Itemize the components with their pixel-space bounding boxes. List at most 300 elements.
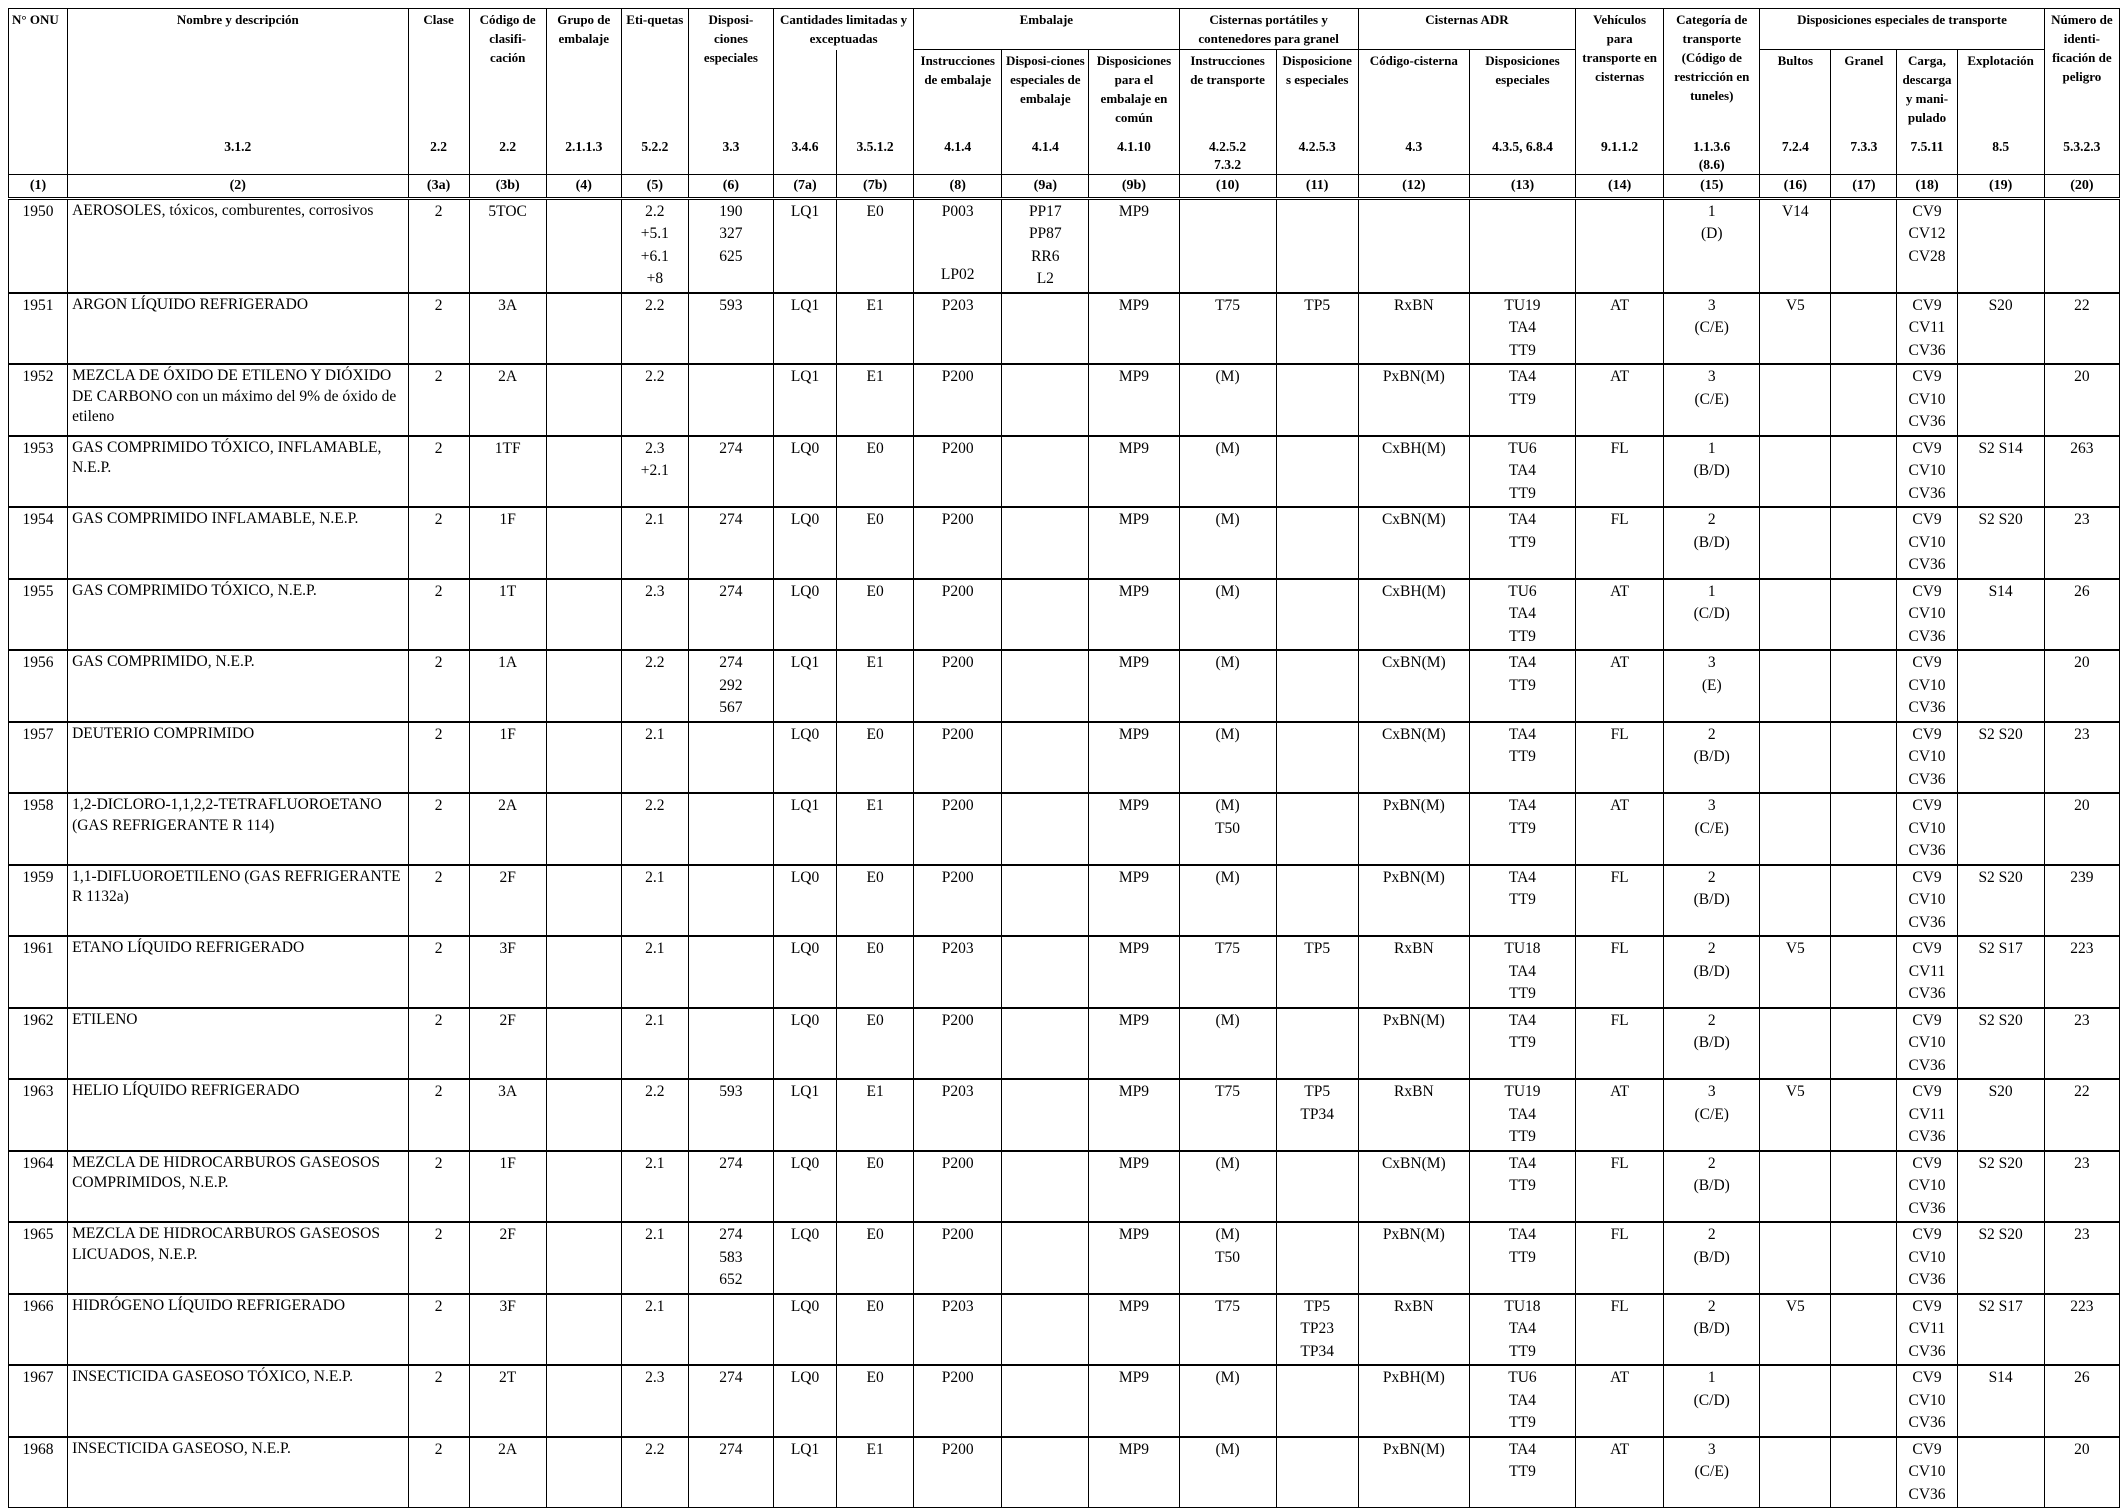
cell-un-number <box>9 722 68 794</box>
ref-c16: 7.2.4 <box>1760 128 1831 174</box>
cell-tank-special-provisions <box>1469 722 1575 794</box>
un-number-text: 1955 <box>22 582 54 600</box>
cell-special-provisions <box>688 722 773 794</box>
hazard-id-number-text: 223 <box>2070 940 2094 957</box>
operation-provision-text: S2 S20 <box>1978 868 2023 886</box>
cell-classification-code <box>469 793 546 865</box>
cell-operation-provision <box>1957 507 2044 579</box>
ref-c13: 4.3.5, 6.8.4 <box>1469 128 1575 174</box>
class-text: 2 <box>434 1297 443 1315</box>
cell-limited-quantity <box>773 1222 836 1294</box>
cell-classification-code <box>469 1151 546 1223</box>
cell-transport-category <box>1664 650 1760 722</box>
cell-packing-instructions <box>914 1222 1002 1294</box>
limited-quantity-text: LQ0 <box>790 439 820 457</box>
cell-mixed-packing <box>1089 579 1179 651</box>
cell-hazard-id-number <box>2044 1437 2119 1508</box>
limited-quantity-text: LQ1 <box>790 1083 820 1100</box>
excepted-quantity-text: E0 <box>866 1011 884 1029</box>
cell-portable-tank-provisions <box>1276 1008 1358 1080</box>
cell-limited-quantity <box>773 436 836 508</box>
cell-hazard-id-number <box>2044 1079 2119 1151</box>
cell-limited-quantity <box>773 722 836 794</box>
table-row <box>9 650 2120 722</box>
colnum-18: (18) <box>1897 174 1957 198</box>
class-text: 2 <box>434 725 443 743</box>
transport-category-text: 1 (D) <box>1700 202 1723 242</box>
cell-special-packing-provisions <box>1002 936 1089 1008</box>
cell-hazard-id-number <box>2044 722 2119 794</box>
limited-quantity-text: LQ1 <box>790 654 820 671</box>
labels-text: 2.1 <box>645 511 665 528</box>
tank-vehicle-text: AT <box>1610 296 1630 314</box>
labels-text: 2.2 <box>645 654 665 671</box>
cell-classification-code <box>469 865 546 937</box>
special-provisions-text: 274 <box>719 582 743 600</box>
tank-special-provisions-text: TA4 TT9 <box>1508 1226 1537 1266</box>
cell-labels <box>621 936 688 1008</box>
loading-provision-text: CV9 CV10 CV36 <box>1908 1440 1946 1503</box>
cell-limited-quantity <box>773 793 836 865</box>
mixed-packing-text: MP9 <box>1118 868 1150 886</box>
cell-classification-code <box>469 1222 546 1294</box>
cell-packages-provision <box>1760 1437 1831 1508</box>
transport-category-text: 2 (B/D) <box>1693 511 1730 551</box>
loading-provision-text: CV9 CV10 CV36 <box>1908 582 1946 645</box>
cell-hazard-id-number <box>2044 1294 2119 1366</box>
header-portable-tanks: Cisternas portátiles y contenedores para granel <box>1179 9 1358 50</box>
cell-transport-category <box>1664 436 1760 508</box>
cell-limited-quantity <box>773 865 836 937</box>
tank-code-text: CxBN(M) <box>1381 725 1446 743</box>
cell-packing-instructions <box>914 293 1002 365</box>
excepted-quantity-text: E1 <box>866 654 884 671</box>
transport-category-text: 2 (B/D) <box>1693 1011 1730 1051</box>
limited-quantity-text: LQ0 <box>790 1011 820 1029</box>
name-description-text: GAS COMPRIMIDO TÓXICO, INFLAMABLE, N.E.P. <box>72 438 382 476</box>
cell-name-description <box>68 865 408 937</box>
packing-instructions-text: P203 <box>941 940 974 957</box>
mixed-packing-text: MP9 <box>1118 202 1150 220</box>
hazard-id-number-text: 20 <box>2074 797 2090 814</box>
ref-c12: 4.3 <box>1358 128 1469 174</box>
portable-tank-instructions-text: (M) T50 <box>1215 797 1241 837</box>
colnum-3b: (3b) <box>469 174 546 198</box>
cell-portable-tank-provisions <box>1276 364 1358 436</box>
cell-tank-code <box>1358 293 1469 365</box>
cell-name-description <box>68 1151 408 1223</box>
classification-code-text: 3A <box>498 296 518 314</box>
cell-portable-tank-provisions <box>1276 293 1358 365</box>
cell-special-provisions <box>688 650 773 722</box>
cell-name-description <box>68 507 408 579</box>
cell-loading-provision <box>1897 293 1957 365</box>
un-number-text: 1951 <box>22 296 54 314</box>
excepted-quantity-text: E1 <box>866 1440 884 1458</box>
loading-provision-text: CV9 CV11 CV36 <box>1908 1297 1946 1360</box>
cell-labels <box>621 1365 688 1437</box>
cell-tank-code <box>1358 364 1469 436</box>
cell-excepted-quantity <box>837 936 914 1008</box>
classification-code-text: 2F <box>499 868 516 886</box>
special-packing-provisions-text: PP17 PP87 RR6 L2 <box>1028 202 1062 287</box>
un-number-text: 1967 <box>22 1369 54 1386</box>
cell-mixed-packing <box>1089 722 1179 794</box>
packing-instructions-text: P200 <box>941 582 974 600</box>
cell-tank-special-provisions <box>1469 198 1575 293</box>
operation-provision-text: S2 S17 <box>1978 1297 2023 1315</box>
cell-hazard-id-number <box>2044 1365 2119 1437</box>
cell-packing-group <box>546 1151 621 1223</box>
mixed-packing-text: MP9 <box>1118 1440 1150 1458</box>
cell-operation-provision <box>1957 865 2044 937</box>
cell-hazard-id-number <box>2044 293 2119 365</box>
cell-excepted-quantity <box>837 1222 914 1294</box>
cell-packing-group <box>546 722 621 794</box>
cell-un-number <box>9 293 68 365</box>
cell-operation-provision <box>1957 1151 2044 1223</box>
header-mixed-packing: Disposiciones para el embalaje en común <box>1089 50 1179 129</box>
cell-operation-provision <box>1957 722 2044 794</box>
header-blank-7a <box>773 50 836 129</box>
cell-tank-code <box>1358 650 1469 722</box>
cell-tank-code <box>1358 1008 1469 1080</box>
cell-tank-special-provisions <box>1469 1365 1575 1437</box>
tank-code-text: PxBH(M) <box>1382 1369 1445 1386</box>
transport-category-text: 3 (C/E) <box>1694 1440 1729 1480</box>
cell-limited-quantity <box>773 650 836 722</box>
portable-tank-instructions-text: T75 <box>1215 940 1241 957</box>
ref-c20: 5.3.2.3 <box>2044 128 2119 174</box>
table-row <box>9 722 2120 794</box>
table-header <box>9 9 2120 199</box>
labels-text: 2.2 <box>645 368 665 385</box>
cell-bulk-provision <box>1831 293 1897 365</box>
cell-bulk-provision <box>1831 579 1897 651</box>
tank-special-provisions-text: TA4 TT9 <box>1508 1154 1537 1194</box>
cell-name-description <box>68 1437 408 1508</box>
header-adr-special-provisions: Disposiciones especiales <box>1469 50 1575 129</box>
cell-mixed-packing <box>1089 936 1179 1008</box>
cell-packages-provision <box>1760 436 1831 508</box>
cell-mixed-packing <box>1089 1222 1179 1294</box>
mixed-packing-text: MP9 <box>1118 1011 1150 1029</box>
tank-code-text: PxBN(M) <box>1382 868 1445 886</box>
cell-class <box>408 936 469 1008</box>
cell-packages-provision <box>1760 1294 1831 1366</box>
labels-text: 2.1 <box>645 940 665 957</box>
cell-tank-vehicle <box>1576 1008 1664 1080</box>
cell-portable-tank-provisions <box>1276 1079 1358 1151</box>
name-description-text: GAS COMPRIMIDO TÓXICO, N.E.P. <box>72 581 317 599</box>
packages-provision-text: V5 <box>1785 1297 1805 1315</box>
cell-operation-provision <box>1957 364 2044 436</box>
labels-text: 2.2 <box>645 1083 665 1100</box>
class-text: 2 <box>434 582 443 600</box>
cell-limited-quantity <box>773 364 836 436</box>
cell-bulk-provision <box>1831 507 1897 579</box>
cell-mixed-packing <box>1089 507 1179 579</box>
cell-un-number <box>9 936 68 1008</box>
cell-packing-group <box>546 436 621 508</box>
cell-excepted-quantity <box>837 1151 914 1223</box>
cell-portable-tank-instructions <box>1179 1008 1276 1080</box>
ref-c2: 3.1.2 <box>68 128 408 174</box>
excepted-quantity-text: E0 <box>866 940 884 957</box>
cell-name-description <box>68 793 408 865</box>
loading-provision-text: CV9 CV10 CV36 <box>1908 1011 1946 1074</box>
cell-tank-vehicle <box>1576 507 1664 579</box>
class-text: 2 <box>434 868 443 886</box>
name-description-text: INSECTICIDA GASEOSO TÓXICO, N.E.P. <box>72 1368 353 1385</box>
tank-code-text: PxBN(M) <box>1382 1440 1445 1458</box>
table-row <box>9 1294 2120 1366</box>
cell-special-packing-provisions <box>1002 198 1089 293</box>
special-provisions-text: 593 <box>719 1083 743 1100</box>
header-packing-group: Grupo de embalaje <box>546 9 621 129</box>
ref-c3b: 2.2 <box>469 128 546 174</box>
cell-tank-code <box>1358 507 1469 579</box>
labels-text: 2.3 <box>645 582 665 600</box>
cell-tank-special-provisions <box>1469 364 1575 436</box>
cell-packing-group <box>546 936 621 1008</box>
cell-packing-instructions <box>914 364 1002 436</box>
colnum-14: (14) <box>1576 174 1664 198</box>
cell-classification-code <box>469 650 546 722</box>
cell-portable-tank-instructions <box>1179 198 1276 293</box>
cell-name-description <box>68 1008 408 1080</box>
cell-mixed-packing <box>1089 293 1179 365</box>
header-loading-handling: Carga, descarga y mani-pulado <box>1897 50 1957 129</box>
colnum-6: (6) <box>688 174 773 198</box>
limited-quantity-text: LQ0 <box>790 511 820 528</box>
cell-un-number <box>9 650 68 722</box>
cell-special-packing-provisions <box>1002 1437 1089 1508</box>
cell-operation-provision <box>1957 436 2044 508</box>
operation-provision-text: S2 S14 <box>1978 439 2023 457</box>
mixed-packing-text: MP9 <box>1118 582 1150 600</box>
cell-excepted-quantity <box>837 579 914 651</box>
cell-transport-category <box>1664 198 1760 293</box>
cell-class <box>408 1294 469 1366</box>
cell-special-provisions <box>688 579 773 651</box>
portable-tank-instructions-text: (M) <box>1215 511 1240 528</box>
special-provisions-text: 274 <box>719 1369 743 1386</box>
cell-mixed-packing <box>1089 1079 1179 1151</box>
tank-special-provisions-text: TA4 TT9 <box>1508 868 1537 908</box>
cell-transport-category <box>1664 1008 1760 1080</box>
tank-code-text: CxBH(M) <box>1381 439 1446 457</box>
header-transport-category: Categoría de transporte (Código de restricción en tuneles) <box>1664 9 1760 129</box>
cell-class <box>408 507 469 579</box>
un-number-text: 1959 <box>22 868 54 886</box>
cell-hazard-id-number <box>2044 1151 2119 1223</box>
cell-hazard-id-number <box>2044 1222 2119 1294</box>
cell-packing-group <box>546 364 621 436</box>
tank-code-text: PxBN(M) <box>1382 1226 1445 1243</box>
mixed-packing-text: MP9 <box>1118 940 1150 957</box>
loading-provision-text: CV9 CV10 CV36 <box>1908 725 1946 788</box>
cell-class <box>408 793 469 865</box>
mixed-packing-text: MP9 <box>1118 1226 1150 1243</box>
class-text: 2 <box>434 1369 443 1386</box>
cell-operation-provision <box>1957 1079 2044 1151</box>
cell-mixed-packing <box>1089 1437 1179 1508</box>
excepted-quantity-text: E1 <box>866 296 884 314</box>
cell-transport-category <box>1664 579 1760 651</box>
transport-category-text: 3 (C/E) <box>1694 368 1729 408</box>
cell-packages-provision <box>1760 936 1831 1008</box>
cell-hazard-id-number <box>2044 507 2119 579</box>
cell-packages-provision <box>1760 1151 1831 1223</box>
tank-code-text: PxBN(M) <box>1382 797 1445 814</box>
classification-code-text: 2F <box>499 1011 516 1029</box>
cell-portable-tank-instructions <box>1179 1151 1276 1223</box>
cell-portable-tank-instructions <box>1179 936 1276 1008</box>
cell-class <box>408 1437 469 1508</box>
ref-c11: 4.2.5.3 <box>1276 128 1358 174</box>
packing-instructions-text: P200 <box>941 654 974 671</box>
packing-instructions-text: P203 <box>941 1083 974 1100</box>
name-description-text: MEZCLA DE ÓXIDO DE ETILENO Y DIÓXIDO DE CARBONO con un máximo del 9% de óxido de etileno <box>72 367 397 425</box>
cell-tank-special-provisions <box>1469 865 1575 937</box>
cell-tank-code <box>1358 436 1469 508</box>
packing-instructions-text: P200 <box>941 511 974 528</box>
header-name-description: Nombre y descripción <box>68 9 408 129</box>
excepted-quantity-text: E1 <box>866 1083 884 1100</box>
cell-tank-code <box>1358 1222 1469 1294</box>
hazard-id-number-text: 26 <box>2074 582 2090 600</box>
name-description-text: GAS COMPRIMIDO, N.E.P. <box>72 653 255 670</box>
cell-bulk-provision <box>1831 1008 1897 1080</box>
cell-packing-group <box>546 1222 621 1294</box>
cell-tank-vehicle <box>1576 936 1664 1008</box>
cell-special-packing-provisions <box>1002 1008 1089 1080</box>
tank-special-provisions-text: TU19 TA4 TT9 <box>1504 296 1541 359</box>
cell-packing-instructions <box>914 722 1002 794</box>
cell-mixed-packing <box>1089 650 1179 722</box>
cell-packages-provision <box>1760 1079 1831 1151</box>
table-row <box>9 1008 2120 1080</box>
limited-quantity-text: LQ1 <box>790 296 820 314</box>
classification-code-text: 2T <box>499 1369 517 1386</box>
classification-code-text: 2F <box>499 1226 516 1243</box>
cell-tank-special-provisions <box>1469 579 1575 651</box>
header-un-number: N° ONU <box>9 9 68 129</box>
excepted-quantity-text: E0 <box>866 202 884 220</box>
tank-special-provisions-text: TU19 TA4 TT9 <box>1504 1083 1541 1145</box>
portable-tank-instructions-text: (M) <box>1215 439 1240 457</box>
cell-limited-quantity <box>773 1079 836 1151</box>
cell-packing-instructions <box>914 198 1002 293</box>
cell-excepted-quantity <box>837 198 914 293</box>
cell-transport-category <box>1664 1079 1760 1151</box>
tank-code-text: RxBN <box>1394 1297 1434 1315</box>
cell-bulk-provision <box>1831 650 1897 722</box>
transport-category-text: 2 (B/D) <box>1693 1154 1730 1194</box>
special-provisions-text: 274 <box>719 1154 743 1172</box>
colnum-17: (17) <box>1831 174 1897 198</box>
cell-tank-vehicle <box>1576 293 1664 365</box>
header-classification-code: Código de clasifi-cación <box>469 9 546 129</box>
cell-limited-quantity <box>773 936 836 1008</box>
cell-hazard-id-number <box>2044 436 2119 508</box>
cell-portable-tank-instructions <box>1179 1222 1276 1294</box>
cell-special-provisions <box>688 936 773 1008</box>
cell-transport-category <box>1664 1294 1760 1366</box>
cell-un-number <box>9 436 68 508</box>
packing-instruction-primary: P003 <box>941 202 974 220</box>
labels-text: 2.1 <box>645 1297 665 1315</box>
excepted-quantity-text: E1 <box>866 368 884 385</box>
cell-labels <box>621 1222 688 1294</box>
un-number-text: 1964 <box>22 1154 54 1172</box>
labels-text: 2.3 <box>645 1369 665 1386</box>
header-operation: Explotación <box>1957 50 2044 129</box>
colnum-19: (19) <box>1957 174 2044 198</box>
name-description-text: 1,2-DICLORO-1,1,2,2-TETRAFLUOROETANO (GAS REFRIGERANTE R 114) <box>72 796 382 834</box>
cell-bulk-provision <box>1831 865 1897 937</box>
name-description-text: 1,1-DIFLUOROETILENO (GAS REFRIGERANTE R 1132a) <box>72 867 401 905</box>
cell-class <box>408 1008 469 1080</box>
class-text: 2 <box>434 1154 443 1172</box>
cell-mixed-packing <box>1089 1294 1179 1366</box>
labels-text: 2.2 <box>645 1440 665 1458</box>
cell-bulk-provision <box>1831 1365 1897 1437</box>
tank-code-text: CxBN(M) <box>1381 654 1446 671</box>
cell-classification-code <box>469 722 546 794</box>
cell-labels <box>621 436 688 508</box>
special-provisions-text: 274 <box>719 439 743 457</box>
cell-tank-special-provisions <box>1469 1222 1575 1294</box>
cell-packing-group <box>546 865 621 937</box>
loading-provision-text: CV9 CV10 CV36 <box>1908 1154 1946 1217</box>
cell-transport-category <box>1664 865 1760 937</box>
cell-class <box>408 1151 469 1223</box>
limited-quantity-text: LQ1 <box>790 1440 820 1458</box>
loading-provision-text: CV9 CV10 CV36 <box>1908 654 1946 716</box>
portable-tank-provisions-text: TP5 TP23 TP34 <box>1300 1297 1334 1360</box>
classification-code-text: 5TOC <box>488 202 527 220</box>
cell-name-description <box>68 293 408 365</box>
cell-class <box>408 579 469 651</box>
tank-code-text: PxBN(M) <box>1382 1011 1445 1029</box>
ref-c9b: 4.1.10 <box>1089 128 1179 174</box>
cell-class <box>408 1079 469 1151</box>
limited-quantity-text: LQ0 <box>790 868 820 886</box>
cell-un-number <box>9 579 68 651</box>
cell-limited-quantity <box>773 1437 836 1508</box>
cell-labels <box>621 1294 688 1366</box>
header-class: Clase <box>408 9 469 129</box>
cell-portable-tank-instructions <box>1179 436 1276 508</box>
cell-portable-tank-instructions <box>1179 793 1276 865</box>
cell-loading-provision <box>1897 865 1957 937</box>
header-special-packing-provisions: Disposi-ciones especiales de embalaje <box>1002 50 1089 129</box>
cell-classification-code <box>469 198 546 293</box>
name-description-text: HELIO LÍQUIDO REFRIGERADO <box>72 1082 300 1099</box>
header-labels: Eti-quetas <box>621 9 688 129</box>
cell-class <box>408 436 469 508</box>
cell-portable-tank-provisions <box>1276 936 1358 1008</box>
cell-special-provisions <box>688 1222 773 1294</box>
cell-mixed-packing <box>1089 793 1179 865</box>
cell-special-packing-provisions <box>1002 650 1089 722</box>
limited-quantity-text: LQ0 <box>790 725 820 743</box>
class-text: 2 <box>434 1011 443 1029</box>
cell-packing-group <box>546 1365 621 1437</box>
tank-vehicle-text: FL <box>1610 1297 1629 1315</box>
